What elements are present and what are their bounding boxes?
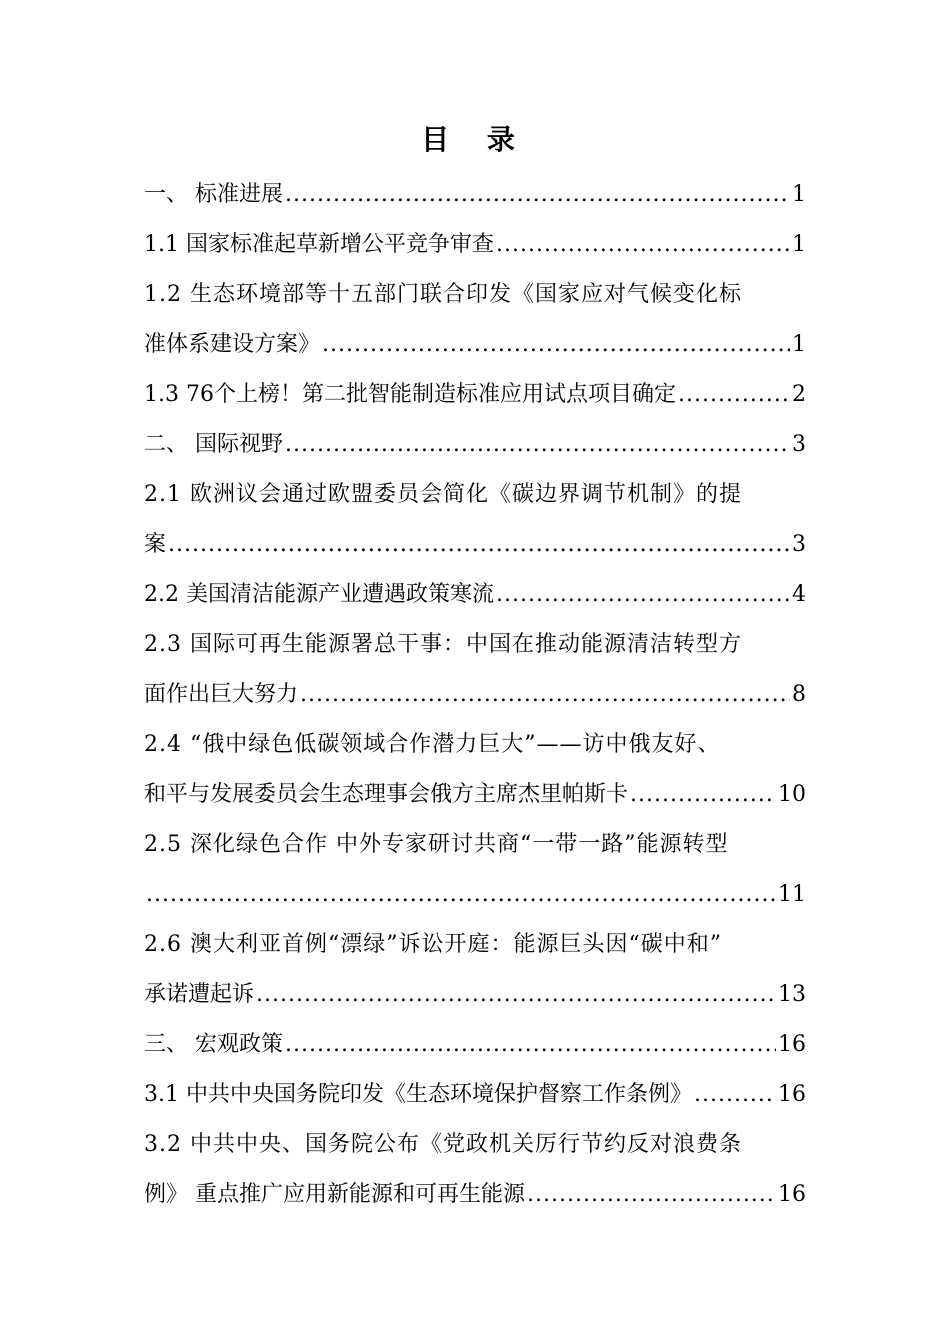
toc-entry-text: 2.4 “俄中绿色低碳领域合作潜力巨大”——访中俄友好、 xyxy=(144,732,721,757)
toc-entry-text: 1.3 76个上榜！第二批智能制造标准应用试点项目确定 xyxy=(144,382,676,407)
toc-leader-dots xyxy=(256,970,776,1020)
toc-entry-3-2-line-1[interactable] xyxy=(144,1120,806,1170)
toc-entry-2-3-line-1[interactable] xyxy=(144,620,806,670)
toc-page-number: 1 xyxy=(792,232,806,257)
toc-page-number: 2 xyxy=(792,382,806,407)
toc-leader-dots xyxy=(285,1020,776,1070)
toc-entry-2-6-line-2[interactable] xyxy=(144,970,806,1020)
toc-entry-3-2-line-2[interactable] xyxy=(144,1170,806,1220)
toc-entry-text: 准体系建设方案》 xyxy=(144,332,321,357)
toc-leader-dots xyxy=(694,1070,776,1120)
toc-entry-2-5-line-1[interactable] xyxy=(144,820,806,870)
toc-entry-3-1[interactable] xyxy=(144,1070,806,1120)
toc-page-number: 4 xyxy=(792,582,806,607)
toc-entry-text: 1.2 生态环境部等十五部门联合印发《国家应对气候变化标 xyxy=(144,282,742,307)
toc-page-number: 16 xyxy=(778,1182,806,1207)
toc-page-number: 10 xyxy=(778,782,806,807)
toc-title: 目 录 xyxy=(421,123,529,156)
toc-entry-text: 承诺遭起诉 xyxy=(144,982,255,1007)
toc-page-number: 8 xyxy=(792,682,806,707)
table-of-contents xyxy=(144,170,806,1220)
toc-leader-dots xyxy=(496,220,790,270)
toc-entry-2-3-line-2[interactable] xyxy=(144,670,806,720)
toc-leader-dots xyxy=(630,770,776,820)
toc-entry-1-2-line-2[interactable] xyxy=(144,320,806,370)
toc-page-number: 11 xyxy=(778,882,806,907)
toc-entry-text: 2.6 澳大利亚首例“漂绿”诉讼开庭：能源巨头因“碳中和” xyxy=(144,932,722,957)
toc-entry-text: 三、 宏观政策 xyxy=(144,1032,283,1057)
toc-entry-text: 例》 重点推广应用新能源和可再生能源 xyxy=(144,1182,525,1207)
toc-leader-dots xyxy=(678,370,790,420)
toc-page-number: 16 xyxy=(778,1032,806,1057)
toc-leader-dots xyxy=(285,420,790,470)
toc-leader-dots xyxy=(285,170,790,220)
toc-entry-2-1-line-1[interactable] xyxy=(144,470,806,520)
toc-entry-2-6-line-1[interactable] xyxy=(144,920,806,970)
toc-page-number: 3 xyxy=(792,532,806,557)
toc-entry-text: 案 xyxy=(144,532,167,557)
toc-entry-text: 3.2 中共中央、国务院公布《党政机关厉行节约反对浪费条 xyxy=(144,1132,742,1157)
toc-entry-text: 一、 标准进展 xyxy=(144,182,283,207)
toc-page-number: 3 xyxy=(792,432,806,457)
toc-entry-2-1-line-2[interactable] xyxy=(144,520,806,570)
toc-entry-text: 1.1 国家标准起草新增公平竞争审查 xyxy=(144,232,494,257)
toc-entry-1-1[interactable] xyxy=(144,220,806,270)
toc-page-number: 1 xyxy=(792,332,806,357)
toc-page-number: 16 xyxy=(778,1082,806,1107)
toc-entry-section-2[interactable] xyxy=(144,420,806,470)
toc-entry-text: 2.3 国际可再生能源署总干事：中国在推动能源清洁转型方 xyxy=(144,632,742,657)
toc-entry-text: 2.2 美国清洁能源产业遭遇政策寒流 xyxy=(144,582,494,607)
toc-entry-2-5-line-2[interactable] xyxy=(144,870,806,920)
toc-entry-text: 和平与发展委员会生态理事会俄方主席杰里帕斯卡 xyxy=(144,782,629,807)
toc-entry-1-3[interactable] xyxy=(144,370,806,420)
toc-page-number: 13 xyxy=(778,982,806,1007)
toc-leader-dots xyxy=(146,870,776,920)
toc-leader-dots xyxy=(527,1170,776,1220)
toc-page-number: 1 xyxy=(792,182,806,207)
toc-leader-dots xyxy=(496,570,790,620)
toc-entry-section-1[interactable] xyxy=(144,170,806,220)
toc-leader-dots xyxy=(322,320,790,370)
toc-entry-text: 2.1 欧洲议会通过欧盟委员会简化《碳边界调节机制》的提 xyxy=(144,482,742,507)
toc-entry-1-2-line-1[interactable] xyxy=(144,270,806,320)
toc-entry-text: 3.1 中共中央国务院印发《生态环境保护督察工作条例》 xyxy=(144,1082,692,1107)
toc-entry-text: 2.5 深化绿色合作 中外专家研讨共商“一带一路”能源转型 xyxy=(144,832,729,857)
toc-leader-dots xyxy=(168,520,790,570)
toc-entry-text: 面作出巨大努力 xyxy=(144,682,299,707)
toc-entry-section-3[interactable] xyxy=(144,1020,806,1070)
toc-entry-2-4-line-2[interactable] xyxy=(144,770,806,820)
toc-entry-2-4-line-1[interactable] xyxy=(144,720,806,770)
toc-leader-dots xyxy=(300,670,790,720)
toc-entry-text: 二、 国际视野 xyxy=(144,432,283,457)
toc-entry-2-2[interactable] xyxy=(144,570,806,620)
